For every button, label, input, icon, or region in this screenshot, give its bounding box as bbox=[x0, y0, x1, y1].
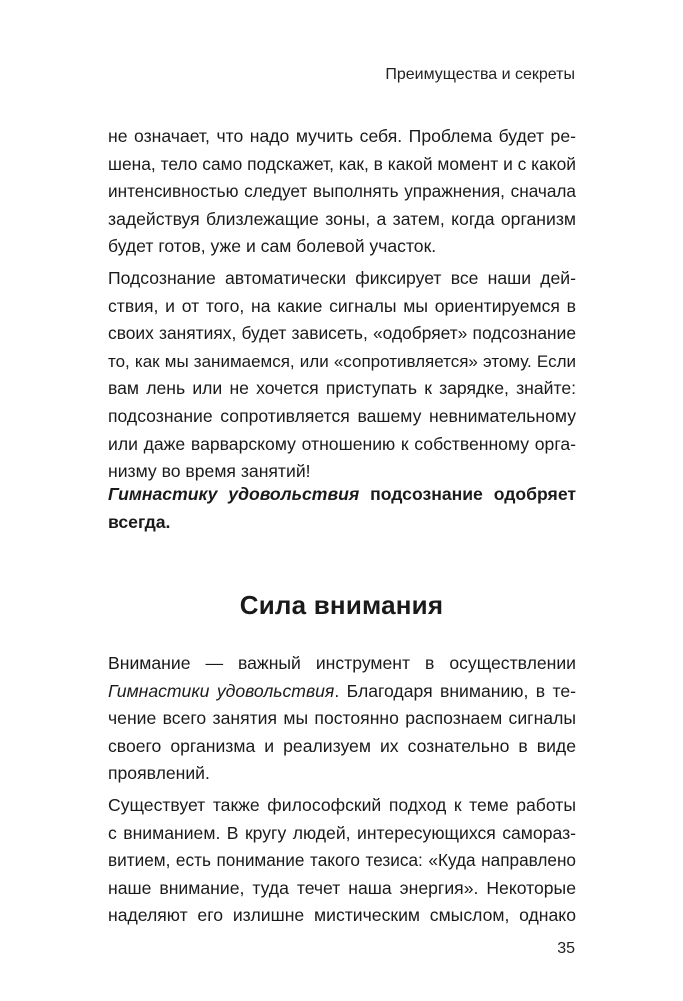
text-line: низму во время занятий! bbox=[108, 461, 311, 482]
paragraph-4 bbox=[108, 650, 576, 788]
text-fragment: подсознание одобряет bbox=[359, 484, 576, 504]
text-line: своего организма и реализуем их сознательно в виде bbox=[108, 735, 576, 756]
text-line: с вниманием. В кругу людей, интересующихся самораз- bbox=[108, 822, 576, 843]
text-line: проявлений. bbox=[108, 763, 210, 784]
text-line: или даже варварскому отношению к собственному орга- bbox=[108, 433, 576, 454]
section-heading: Сила внимания bbox=[239, 590, 444, 620]
paragraph-5 bbox=[108, 792, 576, 930]
text-line: всегда. bbox=[108, 511, 171, 532]
paragraph-2 bbox=[108, 265, 576, 486]
paragraph-1 bbox=[108, 123, 576, 261]
text-line: наделяют его излишне мистическим смыслом, однако bbox=[108, 905, 576, 926]
paragraph-3-bold bbox=[108, 481, 576, 536]
text-line: будет готов, уже и сам болевой участок. bbox=[108, 236, 437, 257]
text-line: Внимание — важный инструмент в осуществлении bbox=[108, 653, 576, 673]
text-line: Существует также философский подход к теме работы bbox=[108, 795, 576, 815]
running-header: Преимущества и секреты bbox=[385, 66, 575, 83]
text-line bbox=[108, 678, 576, 706]
text-line: не означает, что надо мучить себя. Проблема будет ре- bbox=[108, 126, 576, 146]
text-line bbox=[108, 481, 576, 509]
text-line: Подсознание автоматически фиксирует все наши дей- bbox=[108, 268, 576, 288]
text-line: задействуя близлежащие зоны, а затем, когда организм bbox=[108, 208, 576, 229]
text-line: подсознание сопротивляется вашему невнимательному bbox=[108, 405, 576, 426]
text-line: витием, есть понимание такого тезиса: «Куда направлено bbox=[108, 850, 576, 871]
italic-term: Гимнастики удовольствия bbox=[108, 680, 335, 701]
italic-term: Гимнастику удовольствия bbox=[108, 484, 360, 504]
text-line: вам лень или не хочется приступать к зарядке, знайте: bbox=[108, 378, 576, 399]
text-fragment: . Благодаря вниманию, в те- bbox=[334, 680, 576, 701]
text-line: шена, тело само подскажет, как, в какой момент и с какой bbox=[108, 153, 577, 174]
page-number: 35 bbox=[557, 940, 575, 957]
text-line: то, как мы занимаемся, или «сопротивляется» этому. Если bbox=[108, 351, 576, 371]
text-line: наше внимание, туда течет наша энергия». Некоторые bbox=[108, 877, 576, 898]
text-line: интенсивностью следует выполнять упражнения, сначала bbox=[108, 181, 576, 202]
text-line: своих занятиях, будет зависеть, «одобряет» подсознание bbox=[108, 323, 576, 344]
text-line: ствия, и от того, на какие сигналы мы ориентируемся в bbox=[108, 295, 576, 316]
text-line: чение всего занятия мы постоянно распознаем сигналы bbox=[108, 708, 576, 729]
